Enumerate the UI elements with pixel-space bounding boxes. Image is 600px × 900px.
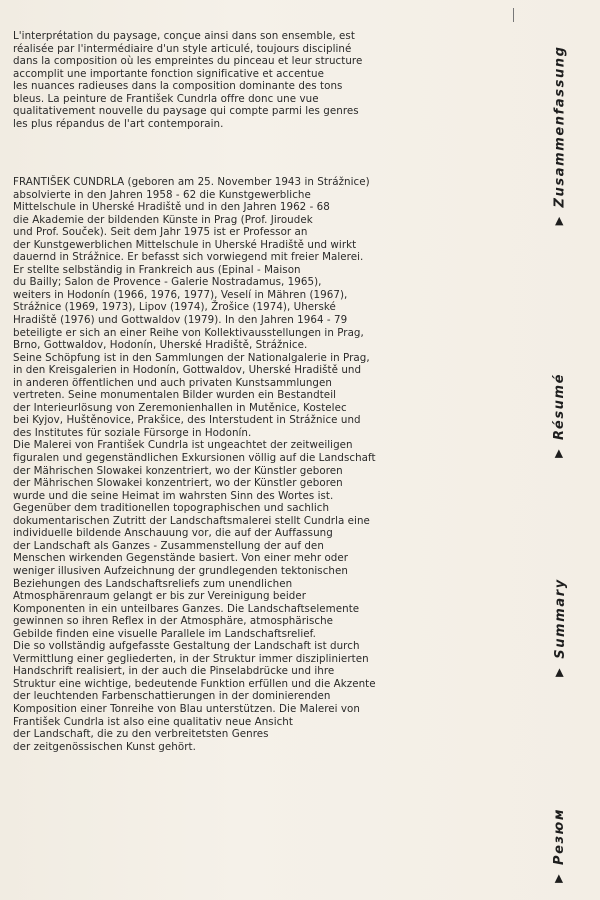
german-text-line: der Interieurlösung von Zeremonienhallen in Mutěnice, Kostelec	[13, 401, 347, 414]
side-tab-summary[interactable]	[548, 565, 572, 690]
german-text-line: FRANTIŠEK CUNDRLA (geboren am 25. November 1943 in Strážnice)	[13, 176, 370, 188]
side-tab-label: Резюм	[552, 807, 568, 865]
german-text-line: der Mährischen Slowakei konzentriert, wo der Künstler geboren	[13, 477, 343, 490]
french-text-line: les plus répandus de l'art contemporain.	[13, 117, 224, 130]
german-text-line: der Landschaft, die zu den verbreitetsten Genres	[13, 728, 269, 741]
side-tab-label: Zusammenfassung	[552, 44, 568, 208]
german-text-line: Die Malerei von František Cundrla ist ungeachtet der zeitweiligen	[13, 439, 353, 452]
triangle-marker-icon: ▲	[554, 871, 566, 885]
german-text-line: in anderen öffentlichen und auch privaten Kunstsammlungen	[13, 376, 332, 389]
german-text-line: Er stellte selbständig in Frankreich aus (Epinal - Maison	[13, 263, 301, 276]
german-text-line: der Kunstgewerblichen Mittelschule in Uherské Hradiště und wirkt	[13, 238, 357, 251]
german-text-line: Mittelschule in Uherské Hradiště und in den Jahren 1962 - 68	[13, 201, 330, 214]
german-text-line: Seine Schöpfung ist in den Sammlungen der Nationalgalerie in Prag,	[13, 351, 370, 364]
side-tab-label: Résumé	[552, 372, 568, 440]
french-text-line: L'interprétation du paysage, conçue ainsi dans son ensemble, est	[13, 30, 355, 42]
side-tab-label: Summary	[552, 578, 568, 659]
french-text-line: qualitativement nouvelle du paysage qui compte parmi les genres	[13, 105, 359, 118]
german-text-line: weniger illusiven Aufzeichnung der grundlegenden tektonischen	[13, 564, 348, 577]
german-text-line: dokumentarischen Zutritt der Landschaftsmalerei stellt Cundrla eine	[13, 514, 370, 527]
german-paragraph	[13, 176, 503, 753]
german-text-line: beteiligte er sich an einer Reihe von Kollektivausstellungen in Prag,	[13, 326, 364, 339]
german-text-line: Vermittlung einer gegliederten, in der Struktur immer disziplinierten	[13, 652, 369, 665]
german-text-line: Handschrift realisiert, in der auch die Pinselabdrücke und ihre	[13, 665, 335, 678]
german-text-line: dauernd in Strážnice. Er befasst sich vorwiegend mit freier Malerei.	[13, 251, 364, 264]
french-text-line: réalisée par l'intermédiaire d'un style articulé, toujours discipliné	[13, 42, 352, 55]
triangle-marker-icon: ▲	[554, 213, 566, 227]
german-text-line: wurde und die seine Heimat im wahrsten Sinn des Wortes ist.	[13, 489, 334, 502]
german-text-line: Atmosphärenraum gelangt er bis zur Vereinigung beider	[13, 590, 306, 603]
german-text-line: du Bailly; Salon de Provence - Galerie Nostradamus, 1965),	[13, 276, 322, 289]
german-text-line: František Cundrla ist also eine qualitativ neue Ansicht	[13, 715, 293, 728]
german-text-line: Gebilde finden eine visuelle Parallele im Landschaftsrelief.	[13, 627, 316, 640]
german-text-line: Brno, Gottwaldov, Hodonín, Uherské Hradiště, Strážnice.	[13, 339, 308, 352]
german-text-line: Beziehungen des Landschaftsreliefs zum unendlichen	[13, 577, 293, 590]
german-text-line: Die so vollständig aufgefasste Gestaltung der Landschaft ist durch	[13, 640, 360, 653]
german-text-line: die Akademie der bildenden Künste in Prag (Prof. Jiroudek	[13, 213, 313, 226]
german-text-line: Strážnice (1969, 1973), Lipov (1974), Žrošice (1974), Uherské	[13, 301, 336, 314]
margin-tick-mark	[513, 8, 514, 22]
german-text-line: individuelle bildende Anschauung vor, die auf der Auffassung	[13, 527, 333, 540]
french-text-line: dans la composition où les empreintes du pinceau et leur structure	[13, 55, 363, 68]
german-text-line: Komposition einer Tonreihe von Blau unterstützen. Die Malerei von	[13, 702, 360, 715]
german-text-line: Struktur eine wichtige, bedeutende Funktion erfüllen und die Akzente	[13, 677, 376, 690]
german-text-line: des Institutes für soziale Fürsorge in Hodonín.	[13, 426, 252, 439]
triangle-marker-icon: ▲	[554, 665, 566, 679]
triangle-marker-icon: ▲	[554, 446, 566, 460]
german-text-line: in den Kreisgalerien in Hodonín, Gottwaldov, Uherské Hradiště und	[13, 364, 362, 377]
german-text-line: figuralen und gegenständlichen Exkursionen völlig auf die Landschaft	[13, 452, 376, 465]
french-text-line: accomplit une importante fonction significative et accentue	[13, 67, 324, 80]
german-text-line: Hradiště (1976) und Gottwaldov (1979). In den Jahren 1964 - 79	[13, 314, 348, 327]
german-text-line: der leuchtenden Farbenschattierungen in der dominierenden	[13, 690, 331, 703]
german-text-line: der zeitgenössischen Kunst gehört.	[13, 740, 196, 753]
french-text-line: bleus. La peinture de František Cundrla offre donc une vue	[13, 92, 319, 105]
german-text-line: Komponenten in ein unteilbares Ganzes. Die Landschaftselemente	[13, 602, 360, 615]
side-tab-zusammenfassung[interactable]	[548, 20, 572, 250]
german-text-line: weiters in Hodonín (1966, 1976, 1977), Veselí in Mähren (1967),	[13, 288, 348, 301]
german-text-line: vertreten. Seine monumentalen Bilder wurden ein Bestandteil	[13, 389, 337, 402]
german-text-line: gewinnen so ihren Reflex in der Atmosphäre, atmosphärische	[13, 615, 334, 628]
german-text-line: Menschen wirkenden Gegenstände basiert. Von einer mehr oder	[13, 552, 349, 565]
german-text-line: und Prof. Souček). Seit dem Jahr 1975 ist er Professor an	[13, 226, 308, 239]
french-text-line: les nuances radieuses dans la composition dominante des tons	[13, 80, 343, 93]
side-tab-rezyume[interactable]	[548, 795, 572, 895]
german-text-line: absolvierte in den Jahren 1958 - 62 die Kunstgewerbliche	[13, 188, 311, 201]
german-text-line: bei Kyjov, Huštěnovice, Prakšice, des Interstudent in Strážnice und	[13, 414, 361, 427]
german-text-line: Gegenüber dem traditionellen topographischen und sachlich	[13, 502, 330, 515]
french-paragraph	[13, 30, 503, 130]
side-tab-resume[interactable]	[548, 365, 572, 465]
german-text-line: der Mährischen Slowakei konzentriert, wo der Künstler geboren	[13, 464, 343, 477]
german-text-line: der Landschaft als Ganzes - Zusammenstellung der auf den	[13, 539, 324, 552]
